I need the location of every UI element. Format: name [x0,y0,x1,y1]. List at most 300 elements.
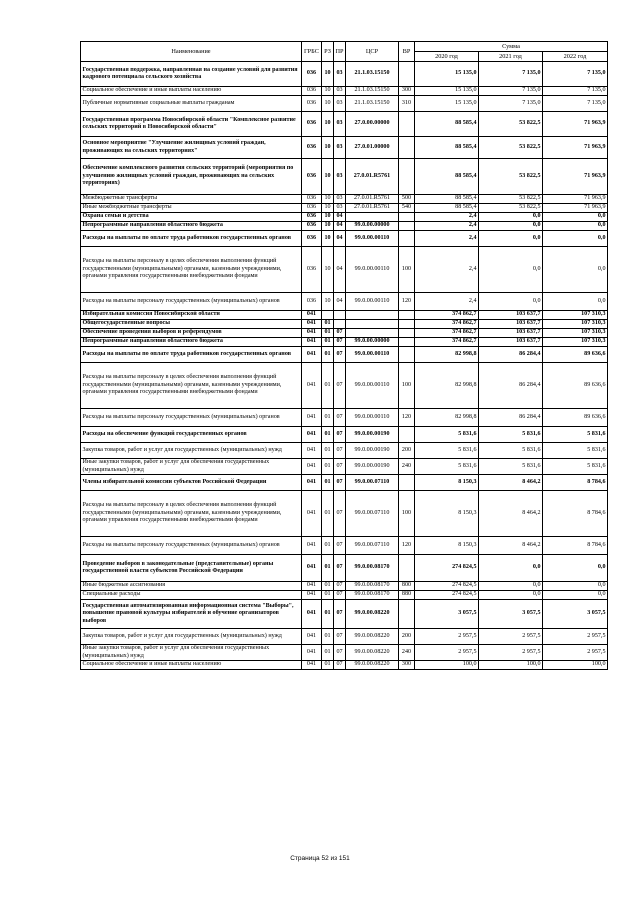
row-rz: 10 [322,62,334,87]
row-vr: 240 [399,645,415,661]
row-vr: 500 [399,195,415,204]
row-pr [334,320,346,329]
header-csr: ЦСР [346,42,399,62]
table-row [81,443,608,459]
row-name: Социальное обеспечение и иные выплаты населению [81,661,302,670]
row-grbs: 036 [302,195,322,204]
row-rz: 01 [322,582,334,591]
row-sum-2021: 53 822,5 [479,195,543,204]
row-rz: 01 [322,555,334,582]
row-name: Расходы на выплаты по оплате труда работников государственных органов [81,231,302,247]
row-vr: 200 [399,629,415,645]
row-pr: 04 [334,231,346,247]
row-sum-2021: 8 464,2 [479,475,543,491]
row-grbs: 036 [302,137,322,159]
row-vr [399,320,415,329]
header-year-2020: 2020 год [415,52,479,62]
row-name: Закупка товаров, работ и услуг для государственных (муниципальных) нужд [81,629,302,645]
row-name: Иные закупки товаров, работ и услуг для обеспечения государственных (муниципальных) нужд [81,645,302,661]
row-grbs: 041 [302,582,322,591]
row-grbs: 041 [302,363,322,409]
row-rz: 10 [322,204,334,213]
row-sum-2022: 5 831,6 [543,459,608,475]
row-sum-2020: 374 862,7 [415,311,479,320]
row-csr [346,311,399,320]
row-sum-2021: 86 284,4 [479,363,543,409]
row-sum-2020: 100,0 [415,661,479,670]
row-sum-2021: 5 831,6 [479,443,543,459]
row-grbs: 036 [302,96,322,112]
row-csr: 99.0.00.00190 [346,459,399,475]
row-sum-2020: 82 998,8 [415,409,479,427]
row-name: Расходы на выплаты персоналу государственных (муниципальных) органов [81,293,302,311]
row-csr: 99.0.00.00000 [346,338,399,347]
row-sum-2020: 2 957,5 [415,645,479,661]
row-sum-2022: 107 310,3 [543,320,608,329]
row-sum-2020: 274 824,5 [415,591,479,600]
row-vr [399,231,415,247]
row-pr: 04 [334,293,346,311]
row-pr: 07 [334,427,346,443]
row-grbs: 036 [302,293,322,311]
row-sum-2022: 0,0 [543,591,608,600]
row-sum-2020: 2,4 [415,222,479,231]
row-sum-2022: 2 957,5 [543,629,608,645]
header-vr: ВР [399,42,415,62]
row-grbs: 041 [302,459,322,475]
row-sum-2021: 0,0 [479,582,543,591]
row-csr: 99.0.00.08220 [346,661,399,670]
row-vr [399,329,415,338]
row-rz: 01 [322,475,334,491]
row-sum-2020: 8 150,3 [415,475,479,491]
row-vr: 120 [399,293,415,311]
row-sum-2021: 0,0 [479,213,543,222]
row-rz: 10 [322,293,334,311]
row-grbs: 041 [302,661,322,670]
row-vr [399,311,415,320]
row-pr: 07 [334,459,346,475]
row-pr: 03 [334,195,346,204]
table-row [81,459,608,475]
row-sum-2020: 15 135,0 [415,87,479,96]
row-grbs: 041 [302,555,322,582]
table-row [81,96,608,112]
row-sum-2022: 89 636,6 [543,347,608,363]
header-name: Наименование [81,42,302,62]
row-sum-2021: 5 831,6 [479,459,543,475]
row-pr: 07 [334,661,346,670]
row-grbs: 036 [302,204,322,213]
table-row [81,491,608,537]
row-name: Общегосударственные вопросы [81,320,302,329]
row-pr: 07 [334,591,346,600]
row-pr: 07 [334,582,346,591]
row-pr: 04 [334,222,346,231]
row-sum-2021: 3 057,5 [479,600,543,629]
row-grbs: 041 [302,600,322,629]
row-pr: 03 [334,112,346,137]
row-name: Проведение выборов в законодательные (представительные) органы государственной власти субъектов Российской Федерации [81,555,302,582]
row-sum-2022: 5 831,6 [543,427,608,443]
row-sum-2022: 8 784,6 [543,475,608,491]
row-csr: 99.0.00.00190 [346,443,399,459]
row-sum-2022: 0,0 [543,213,608,222]
table-row [81,213,608,222]
row-name: Избирательная комиссия Новосибирской области [81,311,302,320]
row-grbs: 036 [302,222,322,231]
row-pr: 07 [334,629,346,645]
row-csr: 21.1.03.15150 [346,87,399,96]
table-row [81,222,608,231]
row-csr: 27.0.01.R5761 [346,159,399,195]
row-rz: 10 [322,112,334,137]
row-rz: 01 [322,443,334,459]
row-grbs: 041 [302,475,322,491]
row-grbs: 041 [302,311,322,320]
row-vr: 200 [399,443,415,459]
table-row [81,112,608,137]
row-sum-2021: 86 284,4 [479,347,543,363]
table-row [81,475,608,491]
row-csr: 21.1.03.15150 [346,62,399,87]
row-rz: 01 [322,537,334,555]
row-name: Иные бюджетные ассигнования [81,582,302,591]
table-row [81,629,608,645]
table-row [81,582,608,591]
row-name: Расходы на выплаты персоналу в целях обеспечения выполнения функций государственными (муниципальными) органами, казенными учреждениями, органами управления государственными внебюджетными фондами [81,363,302,409]
row-pr: 03 [334,62,346,87]
row-vr [399,427,415,443]
table-row [81,311,608,320]
row-sum-2022: 107 310,3 [543,329,608,338]
row-rz: 10 [322,231,334,247]
row-rz: 01 [322,427,334,443]
row-pr: 03 [334,96,346,112]
row-sum-2020: 82 998,8 [415,363,479,409]
header-row [81,42,608,52]
row-rz: 01 [322,329,334,338]
row-vr: 310 [399,96,415,112]
row-rz: 01 [322,661,334,670]
row-pr [334,311,346,320]
row-sum-2022: 3 057,5 [543,600,608,629]
row-sum-2020: 3 057,5 [415,600,479,629]
row-csr: 99.0.00.08220 [346,645,399,661]
row-sum-2022: 89 636,6 [543,409,608,427]
row-sum-2022: 107 310,3 [543,311,608,320]
row-grbs: 041 [302,629,322,645]
row-vr: 800 [399,582,415,591]
table-row [81,661,608,670]
row-grbs: 041 [302,409,322,427]
row-csr: 99.0.00.08220 [346,629,399,645]
row-sum-2022: 8 784,6 [543,537,608,555]
row-name: Расходы на обеспечение функций государственных органов [81,427,302,443]
row-sum-2022: 7 135,0 [543,62,608,87]
table-row [81,347,608,363]
row-sum-2020: 2 957,5 [415,629,479,645]
table-row [81,87,608,96]
row-name: Государственная поддержка, направленная на создание условий для развития кадрового потенциала сельского хозяйства [81,62,302,87]
row-sum-2021: 0,0 [479,555,543,582]
table-row [81,195,608,204]
table-row [81,159,608,195]
row-vr [399,338,415,347]
row-sum-2022: 71 963,9 [543,137,608,159]
table-row [81,537,608,555]
row-rz: 01 [322,338,334,347]
row-sum-2022: 0,0 [543,555,608,582]
row-csr: 99.0.00.00110 [346,231,399,247]
row-vr [399,62,415,87]
row-rz: 01 [322,591,334,600]
header-sum: Сумма [415,42,608,52]
row-name: Государственная автоматизированная информационная система "Выборы", повышение правовой культуры избирателей и обучение организаторов выборов [81,600,302,629]
row-grbs: 041 [302,645,322,661]
row-vr: 100 [399,363,415,409]
row-grbs: 036 [302,62,322,87]
row-sum-2022: 71 963,9 [543,195,608,204]
row-grbs: 036 [302,87,322,96]
row-grbs: 041 [302,591,322,600]
row-vr [399,600,415,629]
row-rz: 01 [322,629,334,645]
row-vr [399,347,415,363]
row-vr [399,137,415,159]
header-year-2021: 2021 год [479,52,543,62]
row-rz: 10 [322,87,334,96]
row-rz: 10 [322,159,334,195]
row-sum-2021: 100,0 [479,661,543,670]
row-pr: 07 [334,443,346,459]
table-row [81,600,608,629]
row-sum-2022: 89 636,6 [543,363,608,409]
row-name: Расходы на выплаты персоналу государственных (муниципальных) органов [81,409,302,427]
row-sum-2022: 0,0 [543,293,608,311]
table-row [81,329,608,338]
row-sum-2021: 0,0 [479,247,543,293]
header-rz: РЗ [322,42,334,62]
row-sum-2021: 103 637,7 [479,329,543,338]
row-sum-2022: 0,0 [543,247,608,293]
row-vr [399,555,415,582]
row-sum-2020: 88 585,4 [415,159,479,195]
row-csr: 27.0.01.R5761 [346,204,399,213]
row-grbs: 041 [302,537,322,555]
row-sum-2022: 0,0 [543,231,608,247]
row-sum-2020: 2,4 [415,231,479,247]
row-vr: 300 [399,661,415,670]
row-csr: 99.0.00.00110 [346,293,399,311]
row-csr: 99.0.00.00190 [346,427,399,443]
row-sum-2021: 5 831,6 [479,427,543,443]
row-name: Непрограммные направления областного бюджета [81,338,302,347]
row-sum-2020: 2,4 [415,293,479,311]
table-row [81,591,608,600]
row-sum-2020: 15 135,0 [415,96,479,112]
row-csr: 27.0.01.00000 [346,137,399,159]
header-year-2022: 2022 год [543,52,608,62]
row-vr [399,159,415,195]
row-sum-2022: 7 135,0 [543,87,608,96]
table-row [81,645,608,661]
row-pr: 03 [334,159,346,195]
row-name: Иные закупки товаров, работ и услуг для обеспечения государственных (муниципальных) нужд [81,459,302,475]
row-sum-2020: 274 824,5 [415,555,479,582]
row-grbs: 036 [302,231,322,247]
row-sum-2020: 88 585,4 [415,112,479,137]
table-row [81,555,608,582]
row-vr: 120 [399,537,415,555]
row-sum-2020: 88 585,4 [415,137,479,159]
row-rz: 01 [322,320,334,329]
row-sum-2020: 274 824,5 [415,582,479,591]
row-name: Социальное обеспечение и иные выплаты населению [81,87,302,96]
row-sum-2020: 2,4 [415,247,479,293]
row-sum-2020: 15 135,0 [415,62,479,87]
row-sum-2021: 53 822,5 [479,159,543,195]
table-row [81,320,608,329]
row-grbs: 041 [302,320,322,329]
row-rz: 10 [322,222,334,231]
row-name: Охрана семьи и детства [81,213,302,222]
row-name: Основное мероприятие "Улучшение жилищных условий граждан, проживающих на сельских территориях" [81,137,302,159]
row-csr: 27.0.01.R5761 [346,195,399,204]
row-pr: 07 [334,363,346,409]
row-rz: 01 [322,363,334,409]
row-rz: 01 [322,645,334,661]
row-rz: 10 [322,247,334,293]
row-pr: 07 [334,645,346,661]
row-csr: 99.0.00.00110 [346,409,399,427]
row-grbs: 036 [302,159,322,195]
row-sum-2020: 5 831,6 [415,443,479,459]
row-csr: 99.0.00.08220 [346,600,399,629]
row-name: Закупка товаров, работ и услуг для государственных (муниципальных) нужд [81,443,302,459]
row-sum-2021: 2 957,5 [479,629,543,645]
row-vr [399,222,415,231]
row-pr: 03 [334,204,346,213]
row-name: Публичные нормативные социальные выплаты гражданам [81,96,302,112]
row-sum-2022: 71 963,9 [543,204,608,213]
header-pr: ПР [334,42,346,62]
row-sum-2020: 374 862,7 [415,338,479,347]
row-pr: 07 [334,537,346,555]
row-csr: 99.0.00.00110 [346,347,399,363]
row-sum-2021: 0,0 [479,222,543,231]
row-sum-2022: 7 135,0 [543,96,608,112]
row-rz [322,311,334,320]
row-rz: 01 [322,409,334,427]
row-pr: 07 [334,600,346,629]
row-csr: 99.0.00.07110 [346,475,399,491]
row-rz: 01 [322,600,334,629]
row-sum-2021: 53 822,5 [479,204,543,213]
row-sum-2020: 5 831,6 [415,459,479,475]
row-grbs: 041 [302,491,322,537]
row-pr: 07 [334,347,346,363]
row-grbs: 041 [302,338,322,347]
table-row [81,137,608,159]
row-pr: 07 [334,491,346,537]
row-sum-2022: 0,0 [543,582,608,591]
row-grbs: 036 [302,112,322,137]
row-csr: 99.0.00.08170 [346,555,399,582]
row-sum-2020: 8 150,3 [415,537,479,555]
row-csr: 99.0.00.07110 [346,537,399,555]
row-pr: 07 [334,555,346,582]
row-sum-2021: 0,0 [479,231,543,247]
row-sum-2020: 82 998,8 [415,347,479,363]
row-sum-2022: 0,0 [543,222,608,231]
row-sum-2021: 8 464,2 [479,537,543,555]
page-number: Страница 52 из 151 [290,855,350,862]
row-vr: 880 [399,591,415,600]
row-sum-2020: 5 831,6 [415,427,479,443]
row-vr: 240 [399,459,415,475]
row-sum-2020: 8 150,3 [415,491,479,537]
row-sum-2022: 100,0 [543,661,608,670]
row-grbs: 041 [302,443,322,459]
row-sum-2022: 71 963,9 [543,112,608,137]
row-name: Обеспечение комплексного развития сельских территорий (мероприятия по улучшению жилищных условий граждан, проживающих на сельских территориях) [81,159,302,195]
row-rz: 10 [322,137,334,159]
row-rz: 10 [322,195,334,204]
row-csr [346,320,399,329]
row-rz: 01 [322,491,334,537]
row-csr [346,213,399,222]
row-rz: 10 [322,213,334,222]
row-sum-2022: 2 957,5 [543,645,608,661]
row-csr: 21.1.03.15150 [346,96,399,112]
row-sum-2021: 8 464,2 [479,491,543,537]
row-sum-2021: 103 637,7 [479,320,543,329]
row-csr: 99.0.00.07110 [346,491,399,537]
row-name: Специальные расходы [81,591,302,600]
row-vr: 540 [399,204,415,213]
table-row [81,338,608,347]
table-row [81,231,608,247]
row-name: Непрограммные направления областного бюджета [81,222,302,231]
row-name: Расходы на выплаты персоналу в целях обеспечения выполнения функций государственными (муниципальными) органами, казенными учреждениями, органами управления государственными внебюджетными фондами [81,491,302,537]
row-sum-2020: 88 585,4 [415,204,479,213]
row-sum-2021: 0,0 [479,293,543,311]
row-csr: 99.0.00.00110 [346,247,399,293]
row-pr: 03 [334,87,346,96]
row-sum-2020: 374 862,7 [415,329,479,338]
row-csr: 27.0.00.00000 [346,112,399,137]
table-row [81,247,608,293]
row-rz: 01 [322,459,334,475]
table-row [81,62,608,87]
row-pr: 07 [334,338,346,347]
row-sum-2020: 88 585,4 [415,195,479,204]
row-grbs: 036 [302,213,322,222]
row-csr: 99.0.00.00000 [346,222,399,231]
row-sum-2022: 5 831,6 [543,443,608,459]
row-rz: 10 [322,96,334,112]
row-sum-2021: 53 822,5 [479,137,543,159]
row-sum-2021: 2 957,5 [479,645,543,661]
table-row [81,293,608,311]
budget-table [80,41,608,670]
row-pr: 07 [334,329,346,338]
row-sum-2021: 86 284,4 [479,409,543,427]
row-sum-2020: 2,4 [415,213,479,222]
row-grbs: 041 [302,329,322,338]
row-rz: 01 [322,347,334,363]
